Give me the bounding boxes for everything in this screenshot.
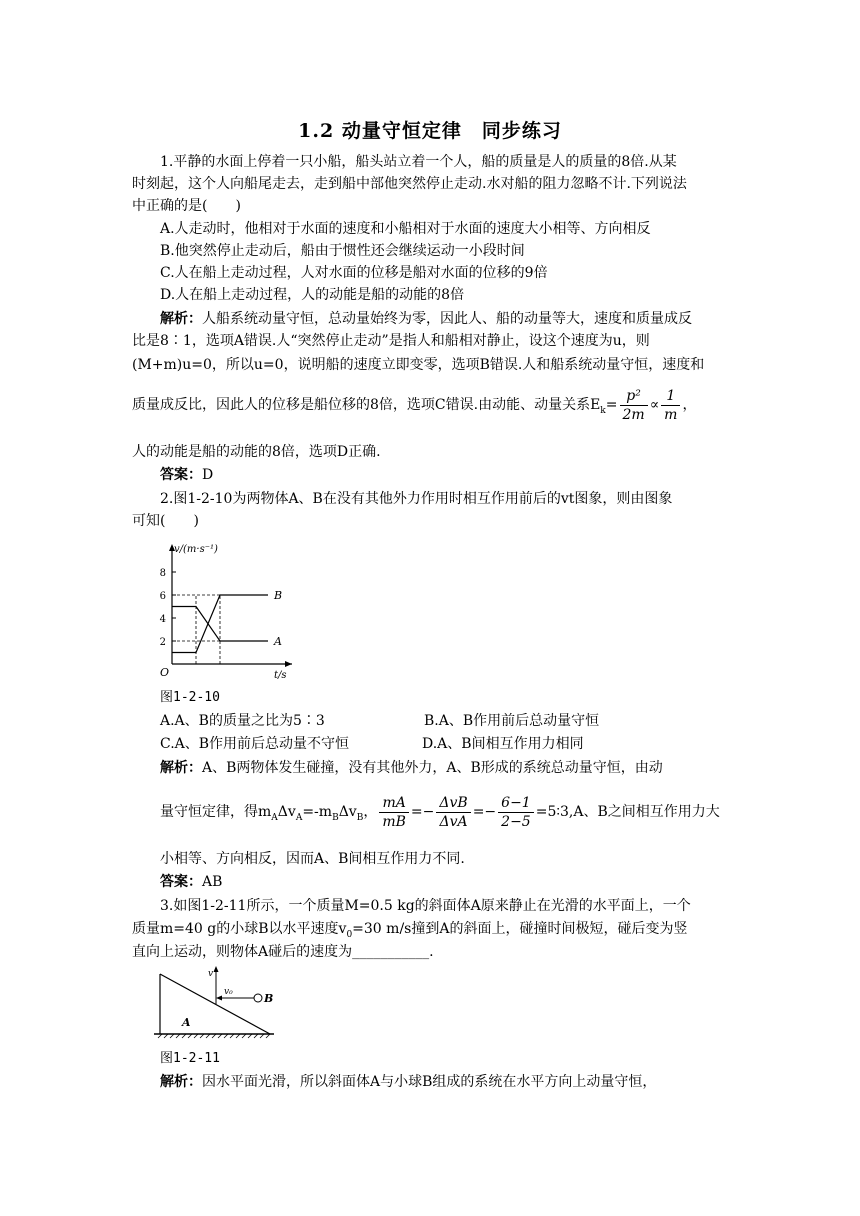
incline-slope: [160, 974, 270, 1034]
ek-equals: =: [605, 397, 618, 413]
ball-b: [254, 994, 262, 1002]
q1-stem-line-3: 中正确的是( ): [132, 198, 241, 214]
q3-stem-text: =30 m/s撞到A的斜面上，碰撞时间极短，碰后变为竖: [352, 921, 688, 937]
frac-numerator: 6−1: [498, 794, 534, 813]
v-arrow-head-icon: [214, 966, 219, 972]
frac-numerator: p²: [620, 387, 648, 406]
analysis-text: Δv: [338, 804, 357, 820]
frac-denominator: 2−5: [501, 813, 531, 830]
subscript: B: [332, 812, 339, 823]
series-label-b: B: [274, 589, 283, 602]
analysis-text: =-m: [302, 804, 333, 820]
series-label-a: A: [274, 635, 282, 648]
q2-analysis-line-2: [160, 790, 720, 840]
q2-figure-caption: 图1-2-10: [160, 690, 220, 705]
formula-1-over-m: [661, 387, 680, 424]
incline-figure: [152, 964, 282, 1044]
formula-velocity-ratio: [436, 794, 470, 831]
q1-stem-line-1: 1.平静的水面上停着一只小船，船头站立着一个人，船的质量是人的质量的8倍.从某: [160, 154, 677, 170]
q2-stem-line-1: 2.图1-2-10为两物体A、B在没有其他外力作用时相互作用前后的vt图象，则由图象: [160, 491, 673, 507]
q2-option-b: B.A、B作用前后总动量守恒: [424, 713, 600, 729]
q1-option-a: A.人走动时，他相对于水面的速度和小船相对于水面的速度大小相等、方向相反: [160, 221, 651, 237]
formula-numeric-ratio: [498, 794, 534, 831]
frac-numerator: ΔvB: [436, 794, 470, 813]
formula-p2-over-2m: [620, 387, 648, 424]
q1-answer-label: 答案：: [160, 467, 202, 483]
subscript: A: [295, 812, 303, 823]
q3-analysis-label: 解析：: [160, 1074, 202, 1090]
analysis-text: 量守恒定律，得m: [160, 804, 272, 820]
q2-option-d: D.A、B间相互作用力相同: [422, 736, 584, 752]
y-tick-label: 2: [159, 637, 166, 648]
q3-analysis-text: 因水平面光滑，所以斜面体A与小球B组成的系统在水平方向上动量守恒，: [202, 1074, 657, 1090]
x-axis-arrow-icon: [285, 661, 292, 667]
q1-analysis-line-5: 人的动能是船的动能的8倍，选项D正确.: [132, 444, 381, 460]
subscript: 0: [346, 929, 353, 940]
q3-stem-line-1: 3.如图1-2-11所示，一个质量M=0.5 kg的斜面体A原来静止在光滑的水平面上，一个: [160, 898, 691, 914]
q1-option-b: B.他突然停止走动后，船由于惯性还会继续运动一小段时间: [160, 243, 525, 259]
equals-minus: =−: [472, 804, 497, 820]
q1-analysis-label: 解析：: [160, 311, 202, 327]
q1-analysis-text-1: 人船系统动量守恒，总动量始终为零，因此人、船的动量等大，速度和质量成反: [202, 311, 692, 327]
q2-answer: [160, 872, 222, 892]
formula-mass-ratio: [379, 794, 409, 831]
q2-stem-line-2: 可知( ): [132, 513, 199, 529]
origin-label: O: [160, 666, 170, 679]
frac-denominator: 2m: [622, 406, 645, 423]
q3-analysis: [160, 1072, 656, 1092]
frac-numerator: 1: [661, 387, 680, 406]
proportional-symbol: ∝: [649, 397, 660, 413]
y-tick-label: 4: [159, 614, 166, 625]
y-tick-label: 6: [159, 591, 166, 602]
equals-minus: =−: [410, 804, 435, 820]
frac-denominator: mB: [382, 813, 406, 830]
q2-analysis-line-3: 小相等、方向相反，因而A、B间相互作用力不同.: [160, 851, 465, 867]
ek-subscript: k: [600, 405, 606, 416]
q2-option-c: C.A、B作用前后总动量不守恒: [160, 736, 350, 752]
q1-analysis-line-3: (M+m)u=0，所以u=0，说明船的速度立即变零，选项B错误.人和船系统动量守恒，速度和: [132, 357, 705, 373]
frac-denominator: m: [664, 406, 678, 423]
q1-analysis-line-1: [160, 309, 692, 329]
analysis-text: =5∶3,A、B之间相互作用力大: [535, 804, 720, 820]
y-tick-label: 8: [159, 568, 166, 579]
x-axis-label: t/s: [274, 670, 287, 681]
formula-tail: ，: [682, 397, 697, 413]
q1-option-d: D.人在船上走动过程，人的动能是船的动能的8倍: [160, 287, 465, 303]
v0-arrow-head-icon: [216, 996, 222, 1001]
q1-stem-line-2: 时刻起，这个人向船尾走去，走到船中部他突然停止走动.水对船的阻力忽略不计.下列说法: [132, 176, 687, 192]
label-v0: v₀: [224, 987, 233, 997]
q1-option-c: C.人在船上走动过程，人对水面的位移是船对水面的位移的9倍: [160, 265, 548, 281]
q1-answer: [160, 465, 213, 485]
vt-chart: [152, 538, 302, 684]
q1-answer-value: D: [202, 467, 214, 483]
frac-numerator: mA: [379, 794, 409, 813]
q2-analysis-line-1: [160, 758, 663, 778]
q3-stem-line-2: [132, 919, 687, 945]
q1-analysis-line-2: 比是8∶1，选项A错误.人“突然停止走动”是指人和船相对静止，设这个速度为u，则: [132, 333, 650, 349]
subscript: A: [271, 812, 278, 823]
q1-analysis-line-4: [132, 383, 696, 433]
label-a: A: [182, 1016, 191, 1029]
q1-analysis-text-4: 质量成反比，因此人的位移是船位移的8倍，选项C错误.由动能、动量关系E: [132, 397, 601, 413]
frac-denominator: ΔvA: [439, 813, 468, 830]
q2-option-a: A.A、B的质量之比为5∶3: [160, 713, 325, 729]
q2-answer-label: 答案：: [160, 874, 202, 890]
q3-stem-line-3: 直向上运动，则物体A碰后的速度为___________.: [132, 944, 434, 960]
subscript: B: [356, 812, 364, 823]
q3-stem-text: 质量m=40 g的小球B以水平速度v: [132, 921, 347, 937]
analysis-text: ，: [363, 804, 378, 820]
label-v: v: [208, 969, 214, 979]
q2-answer-value: AB: [202, 874, 223, 890]
page-title: 1.2 动量守恒定律 同步练习: [298, 120, 562, 142]
label-b: B: [264, 992, 274, 1005]
q2-analysis-label: 解析：: [160, 760, 202, 776]
analysis-text: Δv: [277, 804, 296, 820]
q3-figure-caption: 图1-2-11: [160, 1051, 220, 1066]
q2-analysis-text-1: A、B两物体发生碰撞，没有其他外力，A、B形成的系统总动量守恒，由动: [202, 760, 663, 776]
y-axis-label: v/(m·s⁻¹): [174, 544, 218, 555]
